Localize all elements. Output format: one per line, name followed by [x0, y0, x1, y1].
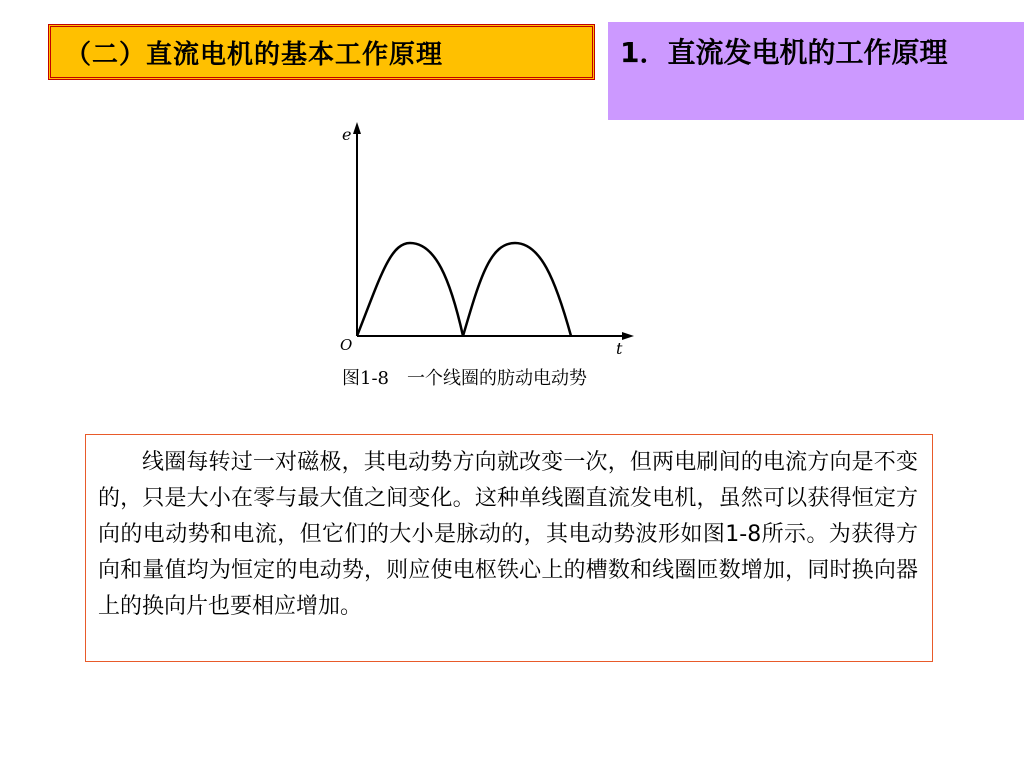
section-title: （二）直流电机的基本工作原理: [65, 39, 444, 70]
subsection-title-box: [608, 22, 1024, 120]
origin-label: O: [340, 336, 353, 354]
section-title-box: [48, 24, 595, 80]
y-axis-arrow: [353, 122, 361, 134]
waveform-arch-2: [463, 243, 571, 336]
body-paragraph: 线圈每转过一对磁极，其电动势方向就改变一次，但两电刷间的电流方向是不变的，只是大小在零与最大值之间变化。这种单线圈直流发电机，虽然可以获得恒定方向的电动势和电流，但它们的大小是脉动的，其电动势波形如图1-8所示。为获得方向和量值均为恒定的电动势，则应使电枢铁心上的槽数和线圈匝数增加，同时换向器上的换向片也要相应增加。: [98, 450, 918, 619]
x-axis-arrow: [622, 332, 634, 340]
waveform-arch-1: [357, 243, 463, 336]
figure-caption: 图1-8 一个线圈的肪动电动势: [342, 368, 587, 389]
subsection-title: 1．直流发电机的工作原理: [620, 36, 948, 69]
emf-waveform-svg: [330, 118, 640, 364]
body-text-box: [85, 434, 933, 662]
x-axis-label: t: [616, 339, 623, 358]
emf-waveform-figure: [330, 118, 640, 364]
y-axis-label: e: [342, 125, 352, 144]
